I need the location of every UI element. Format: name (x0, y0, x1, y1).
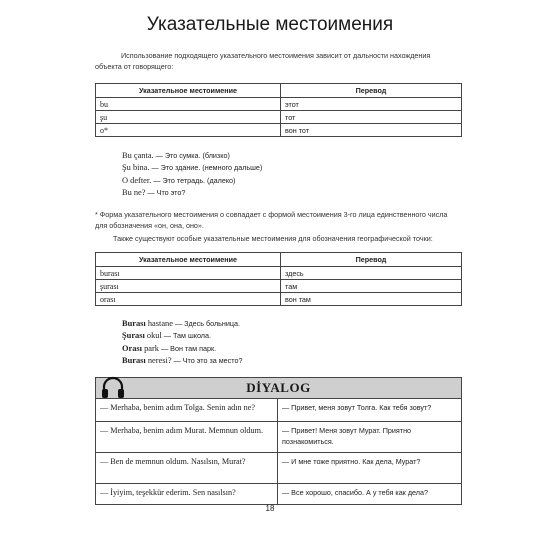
example-line: Şu bina. — Это здание. (немного дальше) (122, 163, 263, 173)
pronoun-cell: orası (96, 293, 281, 306)
note-paragraph: * Форма указательного местоимения о совпадает с формой местоимения 3-го лица единственного числа для обозначения «он, она, оно». (95, 210, 448, 230)
pronoun-cell: o* (96, 124, 281, 137)
examples-list (122, 150, 402, 200)
dialog-russian: — И мне тоже приятно. Как дела, Мурат? (278, 453, 462, 484)
translation-cell: тот (281, 111, 462, 124)
dialog-russian: — Привет, меня зовут Толга. Как тебя зовут? (278, 399, 462, 422)
example-line: Bu çanta. — Это сумка. (близко) (122, 151, 230, 160)
example-line: Orası park — Вон там парк. (122, 343, 217, 353)
table-row (96, 280, 462, 293)
dialog-row (96, 484, 462, 505)
intro-paragraph (95, 50, 455, 72)
pronoun-cell: şurası (96, 280, 281, 293)
translation-cell: там (281, 280, 462, 293)
dialog-row (96, 422, 462, 453)
table-header-row (96, 84, 462, 98)
example-line: Bu ne? — Что это? (122, 188, 186, 198)
pronoun-cell: burası (96, 267, 281, 280)
intro-text: Использование подходящего указательного местоимения зависит от дальности нахождения объекта от говорящего: (95, 51, 431, 71)
dialog-turkish: — Ben de memnun oldum. Nasılsın, Murat? (96, 453, 278, 484)
example-line: Burası hastane — Здесь больница. (122, 319, 241, 328)
column-header: Указательное местоимение (96, 253, 281, 267)
dialog-turkish: — Merhaba, benim adım Tolga. Senin adın ne? (96, 399, 278, 422)
column-header: Перевод (281, 84, 462, 98)
headphones-icon (100, 376, 126, 400)
column-header: Указательное местоимение (96, 84, 281, 98)
page-title: Указательные местоимения (146, 14, 394, 35)
example-line: O defter. — Это тетрадь. (далеко) (122, 175, 236, 185)
place-examples-list (122, 318, 402, 368)
pronoun-cell: bu (96, 98, 281, 111)
dialog-row (96, 399, 462, 422)
table-row (96, 111, 462, 124)
table-row (96, 293, 462, 306)
translation-cell: вон тот (281, 124, 462, 137)
pronoun-cell: şu (96, 111, 281, 124)
dialog-turkish: — Merhaba, benim adım Murat. Memnun oldum. (96, 422, 278, 453)
place-demonstratives-table (95, 252, 462, 306)
example-line: Şurası okul — Там школа. (122, 331, 211, 341)
translation-cell: этот (281, 98, 462, 111)
table-row (96, 98, 462, 111)
page-number: 18 (265, 504, 275, 513)
dialog-turkish: — İyiyim, teşekkür ederim. Sen nasılsın? (96, 484, 278, 505)
translation-cell: здесь (281, 267, 462, 280)
dialog-russian: — Привет! Меня зовут Мурат. Приятно познакомиться. (278, 422, 462, 453)
note2-text: Также существуют особые указательные местоимения для обозначения географической точки: (113, 234, 433, 243)
translation-cell: вон там (281, 293, 462, 306)
note2-paragraph (95, 233, 460, 244)
demonstratives-table (95, 83, 462, 137)
table-row (96, 124, 462, 137)
dialog-title: DİYALOG (246, 380, 311, 395)
dialog-row (96, 453, 462, 484)
dialog-header (95, 377, 462, 399)
table-header-row (96, 253, 462, 267)
dialog-russian: — Все хорошо, спасибо. А у тебя как дела? (278, 484, 462, 505)
dialog-table (95, 398, 462, 505)
example-line: Burası neresi? — Что это за место? (122, 356, 243, 366)
table-row (96, 267, 462, 280)
column-header: Перевод (281, 253, 462, 267)
